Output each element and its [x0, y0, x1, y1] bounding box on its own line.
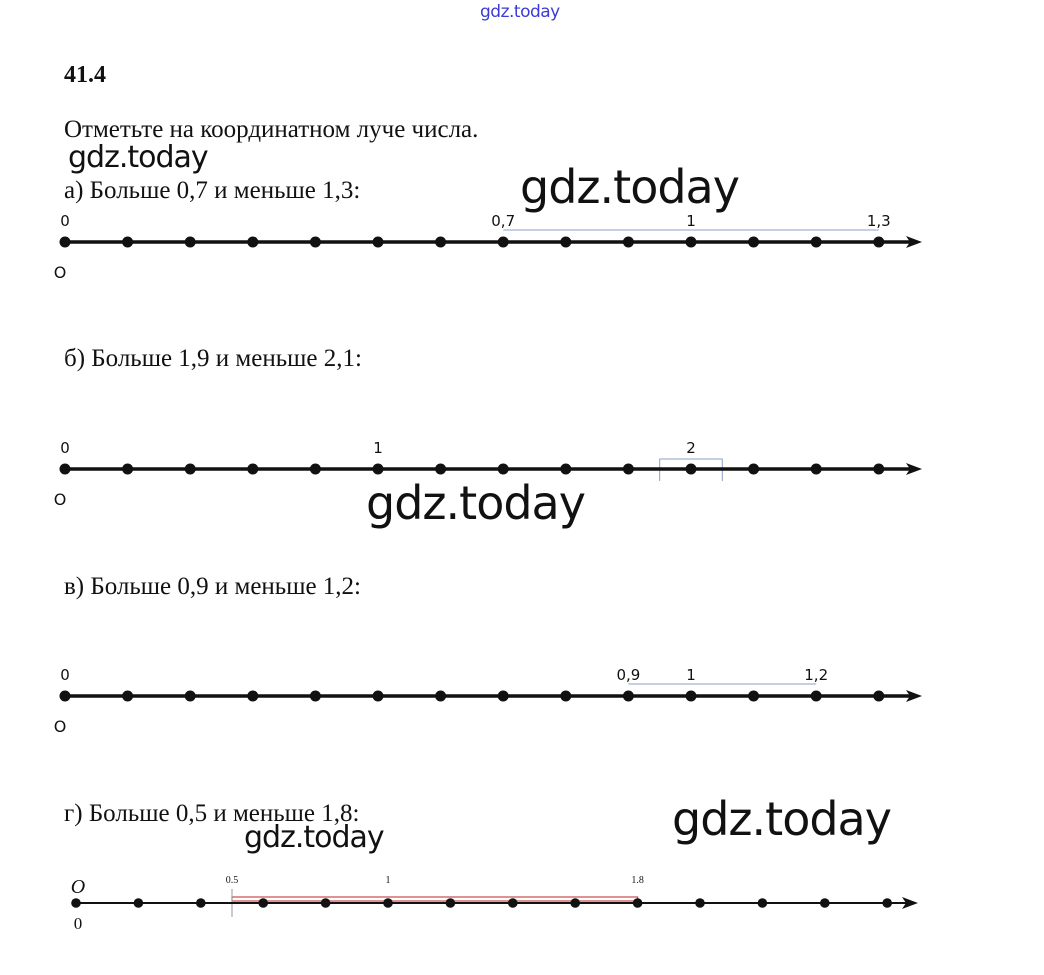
tick-label: 0: [60, 439, 70, 457]
tick-label: 1,2: [804, 666, 829, 684]
axis-point: [71, 898, 81, 908]
axis-point: [435, 691, 446, 702]
axis-point: [258, 898, 268, 908]
origin-label-bottom: 0: [73, 914, 83, 933]
axis-point: [185, 464, 196, 475]
axis-point: [873, 464, 884, 475]
axis-point: [811, 691, 822, 702]
task-statement: Отметьте на координатном луче числа.: [64, 116, 479, 143]
axis-point: [435, 464, 446, 475]
axis-point: [373, 464, 384, 475]
axis-point: [758, 898, 768, 908]
axis-point: [623, 237, 634, 248]
axis-point: [633, 898, 643, 908]
axis-point: [686, 237, 697, 248]
axis-point: [498, 691, 509, 702]
axis-point: [623, 691, 634, 702]
axis-point: [122, 464, 133, 475]
tick-label: 1.8: [631, 875, 644, 886]
number-ray-c: [54, 666, 922, 736]
axis-point: [446, 898, 456, 908]
number-ray-d: [71, 875, 918, 933]
axis-point: [373, 691, 384, 702]
axis-point: [185, 237, 196, 248]
part-b-label: б) Больше 1,9 и меньше 2,1:: [64, 345, 362, 372]
axis-point: [748, 691, 759, 702]
axis-point: [820, 898, 830, 908]
axis-point: [247, 237, 258, 248]
tick-label: 1: [385, 875, 391, 886]
axis-point: [811, 237, 822, 248]
tick-label: 0,7: [491, 212, 516, 230]
axis-point: [686, 464, 697, 475]
watermark: gdz.today: [672, 792, 891, 846]
axis-point: [196, 898, 206, 908]
axis-point: [60, 691, 71, 702]
axis-point: [435, 237, 446, 248]
tick-label: 1: [686, 666, 696, 684]
tick-label: 1: [686, 212, 696, 230]
origin-label: O: [53, 490, 67, 509]
watermark: gdz.today: [244, 820, 384, 855]
watermark: gdz.today: [366, 476, 585, 530]
watermark-top: gdz.today: [480, 2, 560, 22]
axis-point: [560, 691, 571, 702]
part-c-label: в) Больше 0,9 и меньше 1,2:: [64, 573, 361, 600]
tick-label: 0: [60, 212, 70, 230]
axis-point: [748, 464, 759, 475]
axis-point: [310, 237, 321, 248]
axis-point: [570, 898, 580, 908]
axis-point: [310, 691, 321, 702]
axis-point: [748, 237, 759, 248]
watermark: gdz.today: [520, 160, 739, 214]
axis-point: [873, 691, 884, 702]
tick-label: 1,3: [866, 212, 891, 230]
axis-point: [623, 464, 634, 475]
axis-point: [247, 464, 258, 475]
axis-point: [695, 898, 705, 908]
axis-point: [60, 237, 71, 248]
tick-label: 2: [686, 439, 696, 457]
origin-label-top: O: [70, 876, 86, 898]
axis-point: [310, 464, 321, 475]
axis-point: [60, 464, 71, 475]
axis-point: [134, 898, 144, 908]
axis-point: [882, 898, 892, 908]
axis-point: [873, 237, 884, 248]
axis-point: [321, 898, 331, 908]
tick-label: 1: [373, 439, 383, 457]
axis-point: [122, 237, 133, 248]
tick-label: 0,9: [616, 666, 641, 684]
origin-label: O: [53, 263, 67, 282]
axis-point: [498, 464, 509, 475]
axis-point: [498, 237, 509, 248]
part-a-label: а) Больше 0,7 и меньше 1,3:: [64, 177, 361, 204]
axis-point: [811, 464, 822, 475]
tick-label: 0: [60, 666, 70, 684]
number-ray-b: [54, 439, 922, 509]
tick-label: 0.5: [225, 875, 239, 886]
axis-point: [185, 691, 196, 702]
axis-point: [247, 691, 258, 702]
part-d-label: г) Больше 0,5 и меньше 1,8:: [64, 800, 360, 827]
axis-point: [383, 898, 393, 908]
watermark: gdz.today: [68, 140, 208, 175]
axis-point: [122, 691, 133, 702]
problem-number: 41.4: [64, 62, 106, 88]
origin-label: O: [53, 717, 67, 736]
axis-point: [508, 898, 518, 908]
axis-point: [560, 464, 571, 475]
axis-point: [560, 237, 571, 248]
number-ray-a: [54, 212, 922, 282]
axis-point: [686, 691, 697, 702]
axis-point: [373, 237, 384, 248]
